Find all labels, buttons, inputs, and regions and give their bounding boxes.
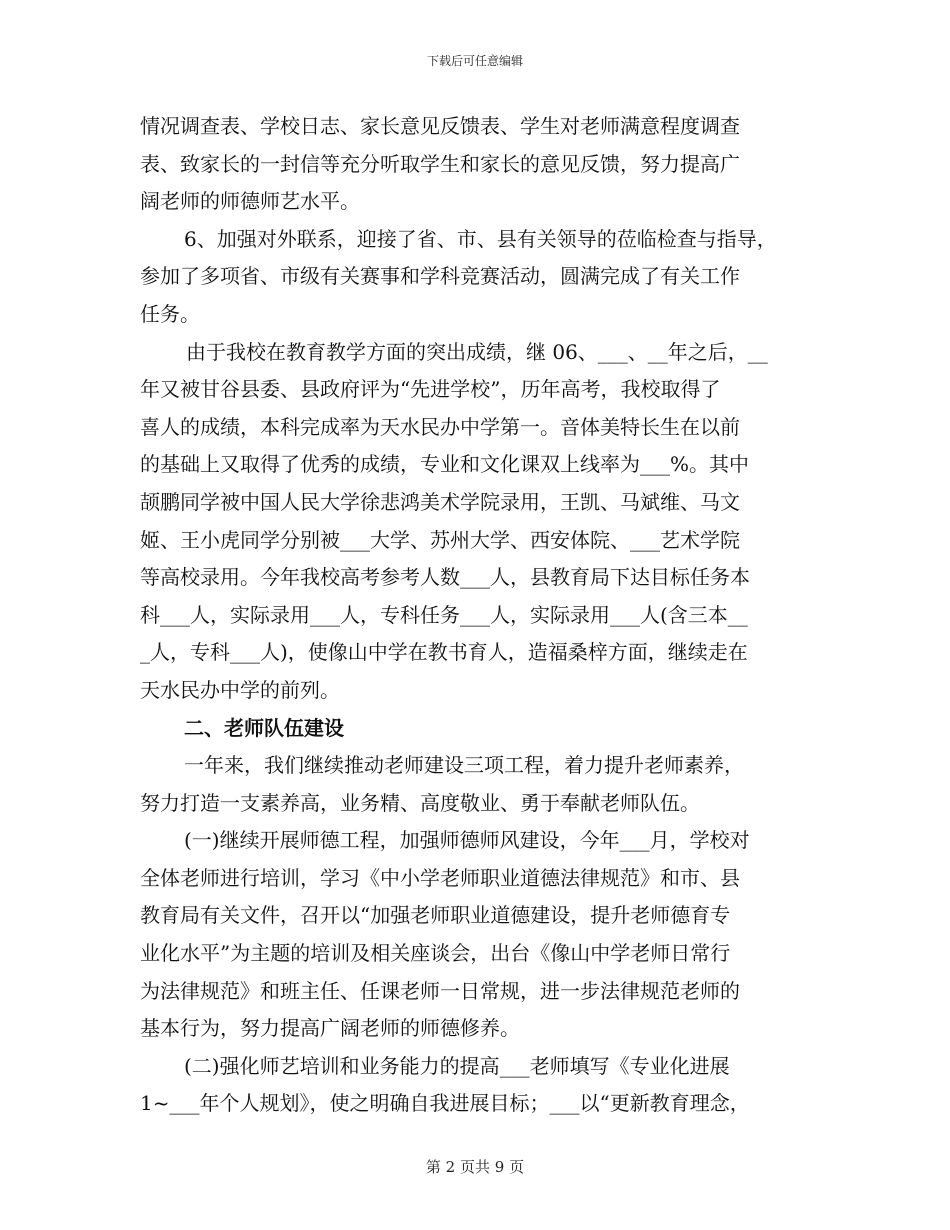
text-line: 情况调查表、学校日志、家长意见反馈表、学生对老师满意程度调查: [140, 114, 740, 138]
text-line: 等高校录用。今年我校高考参考人数___人，县教育局下达目标任务本: [140, 565, 750, 590]
page-footer: 第 2 页共 9 页: [425, 1158, 525, 1176]
text-line: 颉鹏同学被中国人民大学徐悲鸿美术学院录用，王凯、马斌维、马文: [140, 489, 740, 514]
text-line: 基本行为，努力提高广阔老师的师德修养。: [140, 1016, 520, 1041]
section-heading: 二、老师队伍建设: [184, 715, 344, 740]
text-line: (二)强化师艺培训和业务能力的提高___老师填写《专业化进展: [184, 1053, 730, 1078]
text-line: 教育局有关文件，召开以“加强老师职业道德建设，提升老师德育专: [140, 903, 731, 928]
text-line: _人，专科___人)，使像山中学在教书育人，造福桑梓方面，继续走在: [140, 640, 748, 665]
text-line: 年又被甘谷县委、县政府评为“先进学校”，历年高考，我校取得了: [140, 377, 721, 402]
text-line: 由于我校在教育教学方面的突出成绩，继 06、___、__年之后，__: [186, 339, 768, 364]
page-header: 下载后可任意编辑: [426, 54, 523, 68]
document-body: [140, 108, 820, 1123]
text-line: 全体老师进行培训，学习《中小学老师职业道德法律规范》和市、县: [140, 865, 740, 890]
text-line: 努力打造一支素养高，业务精、高度敬业、勇于奉献老师队伍。: [140, 790, 700, 815]
text-line: 的基础上又取得了优秀的成绩，专业和文化课双上线率为___%。其中: [140, 452, 750, 477]
text-line: 业化水平”为主题的培训及相关座谈会，出台《像山中学老师日常行: [140, 941, 731, 966]
text-line: 1~___年个人规划》，使之明确自我进展目标；___以“更新教育理念，: [140, 1091, 750, 1116]
text-line: 一年来，我们继续推动老师建设三项工程，着力提升老师素养，: [184, 753, 744, 778]
text-line: (一)继续开展师德工程，加强师德师风建设，今年___月，学校对: [184, 828, 750, 853]
text-line: 任务。: [140, 301, 200, 326]
text-line: 喜人的成绩，本科完成率为天水民办中学第一。音体美特长生在以前: [140, 414, 740, 439]
text-line: 科___人，实际录用___人，专科任务___人，实际录用___人(含三本__: [140, 602, 748, 627]
text-line: 6、加强对外联系，迎接了省、市、县有关领导的莅临检查与指导，: [184, 226, 777, 251]
text-line: 为法律规范》和班主任、任课老师一日常规，进一步法律规范老师的: [140, 978, 740, 1003]
text-line: 姬、王小虎同学分别被___大学、苏州大学、西安体院、___艺术学院: [140, 527, 740, 552]
text-line: 天水民办中学的前列。: [140, 677, 340, 702]
text-line: 表、致家长的一封信等充分听取学生和家长的意见反馈，努力提高广: [140, 151, 740, 176]
text-line: 参加了多项省、市级有关赛事和学科竞赛活动，圆满完成了有关工作: [140, 264, 740, 289]
text-line: 阔老师的师德师艺水平。: [140, 189, 360, 214]
